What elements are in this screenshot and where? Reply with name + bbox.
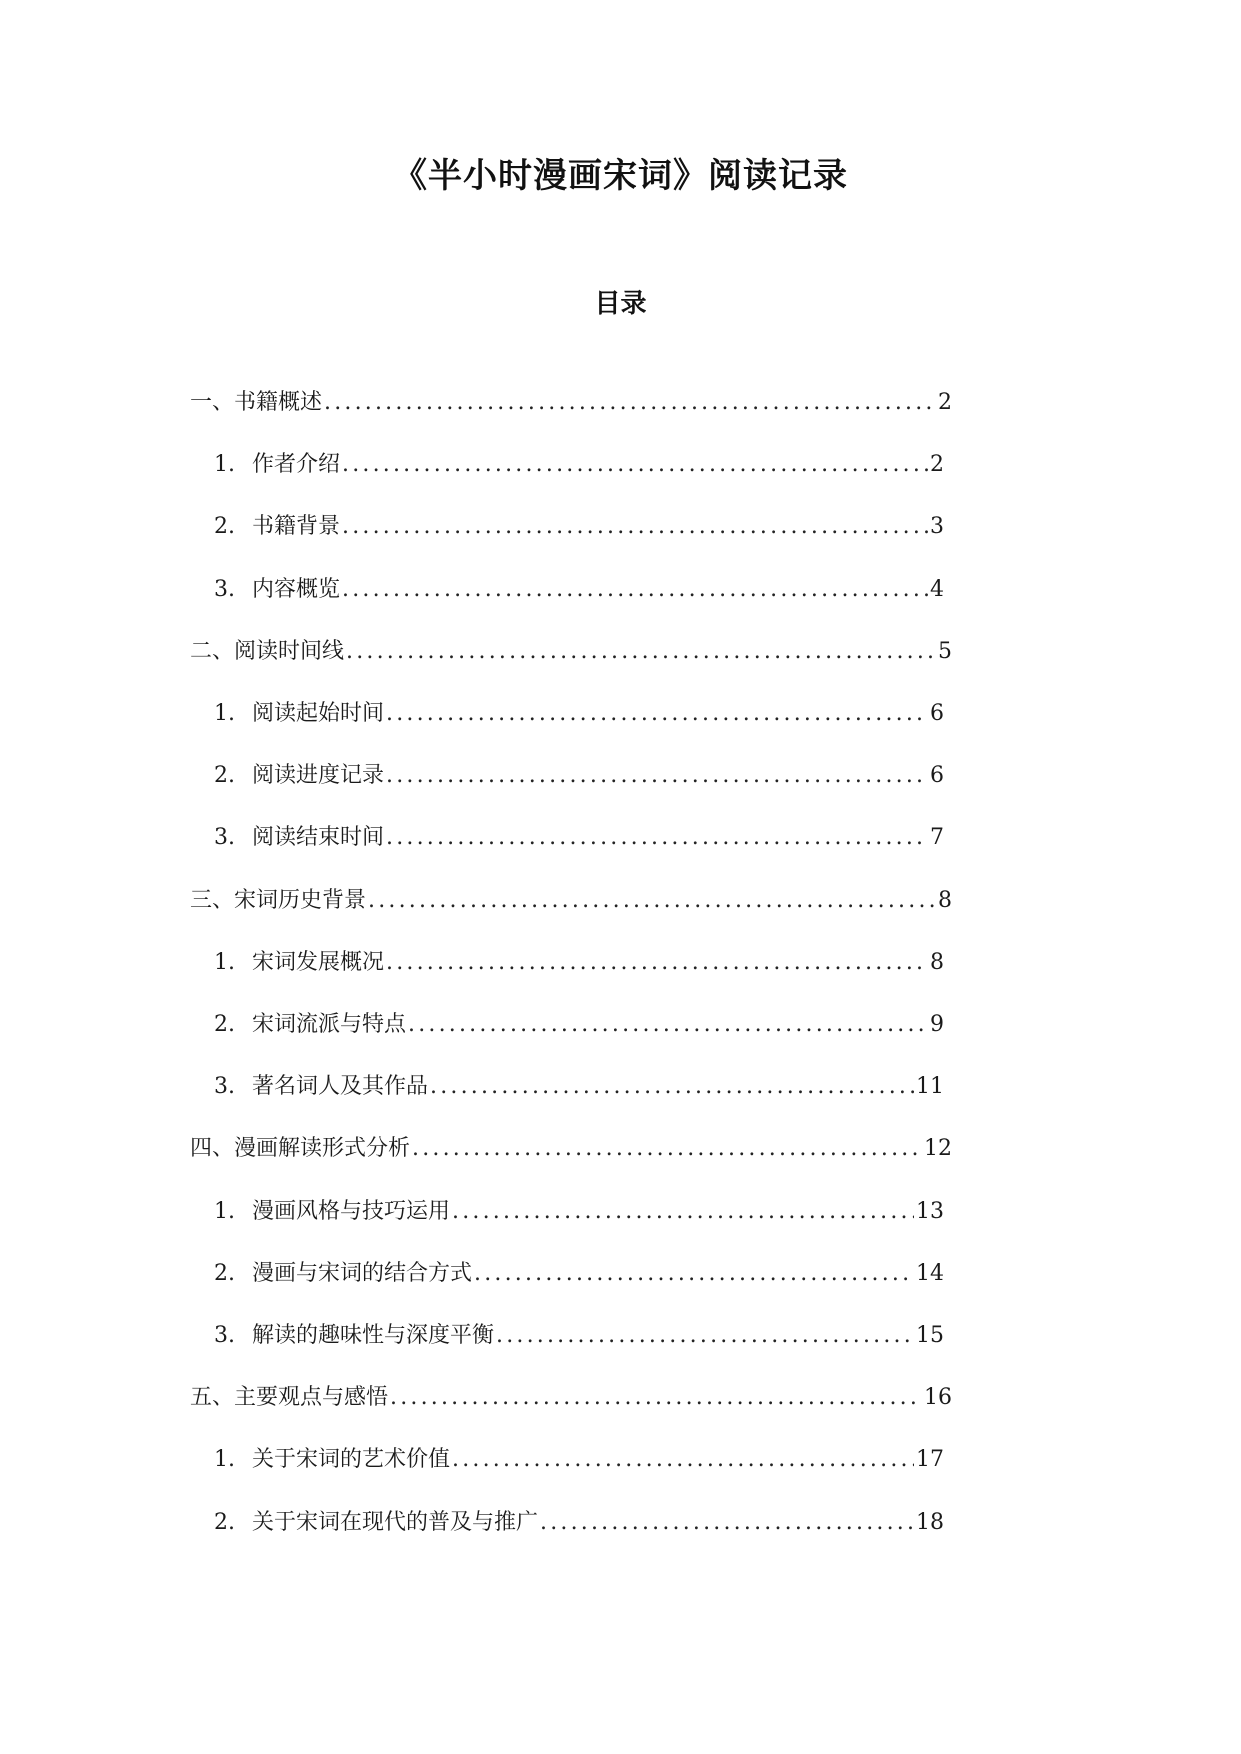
- toc-entry[interactable]: [190, 386, 952, 420]
- toc-entry[interactable]: [214, 1443, 944, 1477]
- toc-heading: 目录: [594, 289, 647, 319]
- toc-entry-label: 关于宋词在现代的普及与推广: [252, 1509, 539, 1535]
- toc-entry-page-number: 6: [930, 701, 944, 726]
- toc-entry-number: 3.: [214, 825, 235, 851]
- toc-entry-label: 漫画与宋词的结合方式: [252, 1260, 473, 1286]
- toc-entry[interactable]: [214, 821, 944, 855]
- toc-dot-leader: [368, 884, 936, 918]
- toc-entry-label: 作者介绍: [252, 452, 341, 478]
- toc-entry-number: 1.: [214, 1198, 235, 1224]
- toc-entry-page-number: 11: [916, 1074, 944, 1100]
- toc-dot-leader: [474, 1257, 914, 1291]
- toc-entry[interactable]: [214, 510, 944, 544]
- toc-entry[interactable]: [214, 1070, 944, 1104]
- toc-entry[interactable]: [214, 573, 944, 607]
- toc-entry-label: 解读的趣味性与深度平衡: [252, 1323, 495, 1348]
- toc-dot-leader: [386, 759, 928, 793]
- toc-entry[interactable]: [214, 759, 944, 793]
- toc-entry-label: 一、书籍概述: [190, 390, 323, 415]
- toc-dot-leader: [342, 573, 928, 607]
- toc-entry-page-number: 9: [930, 1012, 944, 1037]
- toc-entry-page-number: 8: [930, 949, 944, 975]
- toc-entry-label: 书籍背景: [252, 514, 341, 540]
- toc-entry[interactable]: [214, 1506, 944, 1540]
- toc-dot-leader: [408, 1008, 928, 1042]
- toc-dot-leader: [430, 1070, 914, 1104]
- toc-entry-label: 宋词发展概况: [252, 949, 385, 975]
- toc-entry-page-number: 17: [916, 1447, 944, 1473]
- toc-entry-label: 宋词流派与特点: [252, 1012, 407, 1037]
- toc-entry-page-number: 8: [938, 887, 952, 913]
- toc-dot-leader: [386, 697, 928, 731]
- toc-dot-leader: [452, 1443, 914, 1477]
- toc-entry-page-number: 18: [916, 1509, 944, 1535]
- toc-dot-leader: [390, 1381, 922, 1415]
- toc-entry-page-number: 2: [930, 452, 944, 478]
- toc-entry-label: 关于宋词的艺术价值: [252, 1447, 451, 1473]
- toc-entry[interactable]: [214, 1257, 944, 1291]
- toc-entry-page-number: 3: [930, 514, 944, 540]
- toc-entry-label: 四、漫画解读形式分析: [190, 1136, 411, 1162]
- toc-entry-number: 1.: [214, 452, 235, 478]
- toc-entry[interactable]: [214, 697, 944, 731]
- toc-entry-page-number: 4: [930, 576, 944, 602]
- toc-entry-number: 3.: [214, 576, 235, 602]
- toc-entry-label: 著名词人及其作品: [252, 1074, 429, 1100]
- toc-entry-label: 阅读结束时间: [252, 825, 385, 851]
- toc-entry-label: 三、宋词历史背景: [190, 887, 367, 913]
- toc-entry-page-number: 14: [916, 1260, 944, 1286]
- toc-entry-label: 五、主要观点与感悟: [190, 1385, 389, 1411]
- toc-entry-number: 2.: [214, 1260, 235, 1286]
- toc-entry-page-number: 5: [938, 638, 952, 664]
- toc-entry-number: 2.: [214, 1012, 235, 1037]
- toc-entry-page-number: 7: [930, 825, 944, 851]
- toc-entry-label: 漫画风格与技巧运用: [252, 1198, 451, 1224]
- toc-entry-number: 1.: [214, 949, 235, 975]
- toc-entry[interactable]: [214, 1195, 944, 1229]
- toc-dot-leader: [452, 1195, 914, 1229]
- toc-entry-label: 内容概览: [252, 576, 341, 602]
- toc-entry-number: 3.: [214, 1323, 235, 1348]
- toc-entry[interactable]: [190, 1381, 952, 1415]
- document-title: 《半小时漫画宋词》阅读记录: [393, 156, 848, 196]
- toc-entry-number: 1.: [214, 701, 235, 726]
- toc-dot-leader: [386, 946, 928, 980]
- toc-entry[interactable]: [190, 884, 952, 918]
- toc-entry-number: 1.: [214, 1447, 235, 1473]
- toc-dot-leader: [412, 1132, 922, 1166]
- toc-entry-page-number: 2: [938, 390, 952, 415]
- toc-entry[interactable]: [214, 1008, 944, 1042]
- toc-dot-leader: [324, 386, 936, 420]
- toc-entry[interactable]: [214, 946, 944, 980]
- toc-entry[interactable]: [190, 635, 952, 669]
- toc-entry-label: 二、阅读时间线: [190, 638, 345, 664]
- toc-entry-page-number: 6: [930, 763, 944, 789]
- toc-entry-label: 阅读起始时间: [252, 701, 385, 726]
- toc-entry-page-number: 16: [924, 1385, 952, 1411]
- toc-dot-leader: [342, 448, 928, 482]
- toc-entry-label: 阅读进度记录: [252, 763, 385, 789]
- toc-entry-number: 2.: [214, 1509, 235, 1535]
- toc-entry-number: 3.: [214, 1074, 235, 1100]
- toc-dot-leader: [540, 1506, 914, 1540]
- toc-entry[interactable]: [214, 448, 944, 482]
- toc-entry[interactable]: [190, 1132, 952, 1166]
- toc-dot-leader: [346, 635, 936, 669]
- toc-entry-number: 2.: [214, 763, 235, 789]
- toc-dot-leader: [342, 510, 928, 544]
- toc-entry[interactable]: [214, 1319, 944, 1353]
- toc-entry-number: 2.: [214, 514, 235, 540]
- toc-entry-page-number: 12: [924, 1136, 952, 1162]
- toc-entry-page-number: 15: [916, 1323, 944, 1348]
- toc-entry-page-number: 13: [916, 1198, 944, 1224]
- toc-dot-leader: [496, 1319, 914, 1353]
- toc-dot-leader: [386, 821, 928, 855]
